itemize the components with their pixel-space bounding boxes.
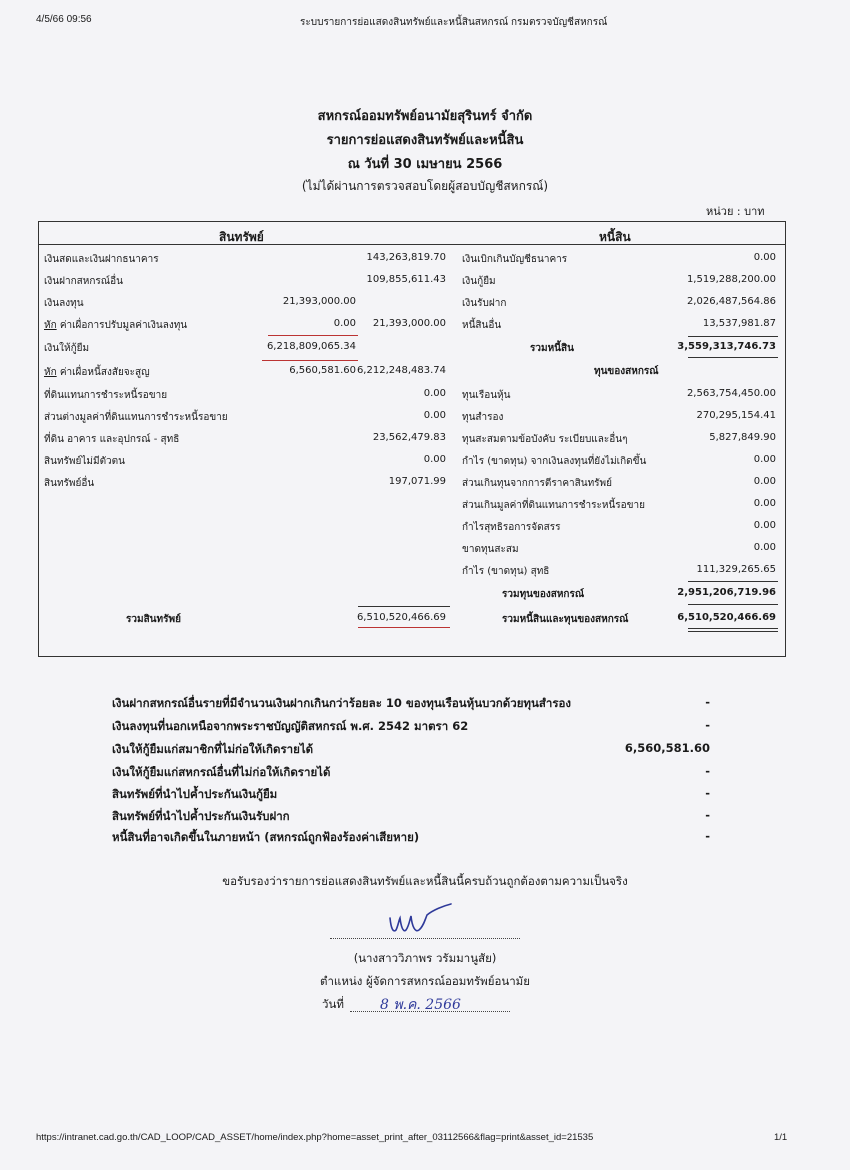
asset-label-5-text: ค่าเผื่อหนี้สงสัยจะสูญ [56,367,150,378]
equity-value-7: 0.00 [753,542,776,553]
asset-a-2: 21,393,000.00 [282,296,356,307]
equity-value-0: 2,563,754,450.00 [686,388,776,399]
equity-total-value: 2,951,206,719.96 [677,587,776,598]
liab-label-2: เงินรับฝาก [462,298,507,309]
equity-label-6: กำไรสุทธิรอการจัดสรร [462,522,561,533]
note-value-1: - [705,718,710,732]
note-value-2: 6,560,581.60 [624,741,710,755]
print-datetime: 4/5/66 09:56 [36,14,92,25]
report-title: รายการย่อแสดงสินทรัพย์และหนี้สิน [326,133,524,148]
signature-line [330,938,520,939]
asset-a-3: 0.00 [333,318,356,329]
total-line [688,336,778,337]
equity-label-2: ทุนสะสมตามข้อบังคับ ระเบียบและอื่นๆ [462,434,628,445]
asset-label-6: ที่ดินแทนการชำระหนี้รอขาย [44,390,168,401]
assets-total-value: 6,510,520,466.69 [356,612,446,623]
equity-value-4: 0.00 [753,476,776,487]
asset-label-0: เงินสดและเงินฝากธนาคาร [44,254,159,265]
liabilities-heading: หนี้สิน [599,230,631,244]
equity-label-4: ส่วนเกินทุนจากการตีราคาสินทรัพย์ [462,478,612,489]
note-label-2: เงินให้กู้ยืมแก่สมาชิกที่ไม่ก่อให้เกิดรายได้ [112,742,314,756]
asset-label-4: เงินให้กู้ยืม [44,343,90,354]
equity-value-3: 0.00 [753,454,776,465]
asset-b-6: 0.00 [423,388,446,399]
audit-note: (ไม่ได้ผ่านการตรวจสอบโดยผู้สอบบัญชีสหกรณ์) [301,179,549,193]
asset-label-3-text: ค่าเผื่อการปรับมูลค่าเงินลงทุน [56,320,188,331]
liab-value-1: 1,519,288,200.00 [686,274,776,285]
total-line [688,604,778,605]
total-line [358,606,450,607]
system-title: ระบบรายการย่อแสดงสินทรัพย์และหนี้สินสหกรณ์ กรมตรวจบัญชีสหกรณ์ [300,17,608,28]
total-double-line [358,627,450,628]
asset-b-1: 109,855,611.43 [366,274,446,285]
asset-label-3 [44,318,187,333]
signer-position: ตำแหน่ง ผู้จัดการสหกรณ์ออมทรัพย์อนามัย [319,974,530,988]
liab-value-3: 13,537,981.87 [702,318,776,329]
asset-b-3: 21,393,000.00 [372,318,446,329]
note-value-6: - [705,829,710,843]
equity-label-8: กำไร (ขาดทุน) สุทธิ [462,566,550,577]
liab-label-0: เงินเบิกเกินบัญชีธนาคาร [462,254,568,265]
asset-b-8: 23,562,479.83 [372,432,446,443]
equity-label-3: กำไร (ขาดทุน) จากเงินลงทุนที่ยังไม่เกิดขึ้น [462,456,647,467]
equity-value-6: 0.00 [753,520,776,531]
liab-value-0: 0.00 [753,252,776,263]
equity-label-5: ส่วนเกินมูลค่าที่ดินแทนการชำระหนี้รอขาย [462,500,645,511]
liab-value-2: 2,026,487,564.86 [686,296,776,307]
deduct-prefix: หัก [44,367,57,378]
asset-label-5 [44,365,150,380]
note-label-1: เงินลงทุนที่นอกเหนือจากพระราชบัญญัติสหกรณ์ พ.ศ. 2542 มาตรา 62 [112,719,469,733]
equity-value-8: 111,329,265.65 [696,564,776,575]
report-date: ณ วันที่ 30 เมษายน 2566 [347,157,503,172]
assets-heading: สินทรัพย์ [219,230,264,244]
equity-heading: ทุนของสหกรณ์ [594,366,659,377]
deduct-prefix: หัก [44,320,57,331]
note-label-3: เงินให้กู้ยืมแก่สหกรณ์อื่นที่ไม่ก่อให้เกิดรายได้ [112,765,331,779]
asset-b-10: 197,071.99 [388,476,446,487]
asset-label-9: สินทรัพย์ไม่มีตัวตน [44,456,126,467]
signature-image [385,900,455,940]
grand-total-label: รวมหนี้สินและทุนของสหกรณ์ [502,614,629,625]
date-label: วันที่ [322,997,344,1011]
total-double-line [688,628,778,629]
footer-url: https://intranet.cad.go.th/CAD_LOOP/CAD_ASSET/home/index.php?home=asset_print_after_03112566&flag=print&asset_id=21535 [36,1132,594,1143]
liab-total-label: รวมหนี้สิน [530,343,574,354]
signer-name: (นางสาววิภาพร วรัมมานูสัย) [353,951,497,965]
subtotal-line [268,335,358,336]
grand-total-value: 6,510,520,466.69 [677,612,776,623]
liab-label-1: เงินกู้ยืม [462,276,496,287]
liab-label-3: หนี้สินอื่น [462,320,502,331]
equity-label-1: ทุนสำรอง [462,412,504,423]
note-value-0: - [705,695,710,709]
subtotal-line [262,360,358,361]
equity-total-label: รวมทุนของสหกรณ์ [502,589,585,600]
assets-total-label: รวมสินทรัพย์ [126,614,181,625]
equity-value-5: 0.00 [753,498,776,509]
liab-total-value: 3,559,313,746.73 [677,341,776,352]
header-divider [39,244,785,245]
asset-label-10: สินทรัพย์อื่น [44,478,95,489]
equity-label-7: ขาดทุนสะสม [462,544,519,555]
asset-b-0: 143,263,819.70 [366,252,446,263]
asset-label-8: ที่ดิน อาคาร และอุปกรณ์ - สุทธิ [44,434,180,445]
certification-statement: ขอรับรองว่ารายการย่อแสดงสินทรัพย์และหนี้สินนี้ครบถ้วนถูกต้องตามความเป็นจริง [222,874,628,888]
asset-label-7: ส่วนต่างมูลค่าที่ดินแทนการชำระหนี้รอขาย [44,412,228,423]
asset-b-9: 0.00 [423,454,446,465]
asset-a-4: 6,218,809,065.34 [266,341,356,352]
note-value-5: - [705,808,710,822]
asset-label-2: เงินลงทุน [44,298,84,309]
equity-label-0: ทุนเรือนหุ้น [462,390,511,401]
asset-b-5: 6,212,248,483.74 [356,365,446,376]
equity-value-2: 5,827,849.90 [709,432,776,443]
asset-a-5: 6,560,581.60 [289,365,356,376]
note-label-5: สินทรัพย์ที่นำไปค้ำประกันเงินรับฝาก [112,809,290,823]
signed-date: 8 พ.ค. 2566 [380,997,461,1013]
coop-name: สหกรณ์ออมทรัพย์อนามัยสุรินทร์ จำกัด [317,109,533,124]
total-line [688,581,778,582]
note-value-3: - [705,764,710,778]
total-line [688,357,778,358]
asset-label-1: เงินฝากสหกรณ์อื่น [44,276,123,287]
total-double-line [688,631,778,632]
note-label-4: สินทรัพย์ที่นำไปค้ำประกันเงินกู้ยืม [112,787,278,801]
unit-label: หน่วย : บาท [706,205,765,218]
note-label-6: หนี้สินที่อาจเกิดขึ้นในภายหน้า (สหกรณ์ถูกฟ้องร้องค่าเสียหาย) [112,830,420,844]
note-value-4: - [705,786,710,800]
note-label-0: เงินฝากสหกรณ์อื่นรายที่มีจำนวนเงินฝากเกินกว่าร้อยละ 10 ของทุนเรือนหุ้นบวกด้วยทุนสำรอง [112,696,572,710]
asset-b-7: 0.00 [423,410,446,421]
equity-value-1: 270,295,154.41 [696,410,776,421]
footer-page: 1/1 [774,1132,788,1143]
